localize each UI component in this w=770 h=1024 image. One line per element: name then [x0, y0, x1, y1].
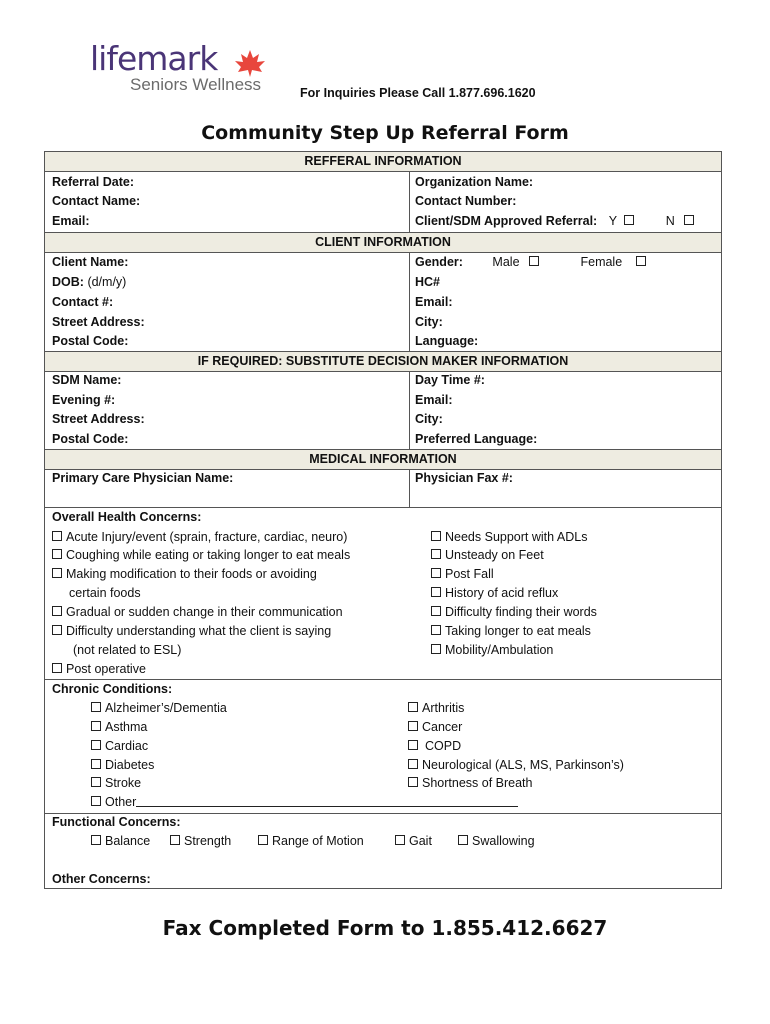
- concern-label: Acute Injury/event (sprain, fracture, cardiac, neuro): [66, 530, 348, 544]
- postal-code-label[interactable]: Postal Code:: [52, 334, 129, 348]
- condition-item[interactable]: [91, 737, 148, 756]
- functional-item[interactable]: [395, 832, 432, 851]
- form-title: Community Step Up Referral Form: [201, 122, 569, 144]
- condition-label: Asthma: [105, 720, 148, 734]
- checkbox[interactable]: [408, 721, 418, 731]
- checkbox[interactable]: [408, 777, 418, 787]
- male-checkbox[interactable]: [529, 256, 539, 266]
- city-label[interactable]: City:: [415, 315, 443, 329]
- language-label[interactable]: Language:: [415, 334, 479, 348]
- condition-item-other[interactable]: [91, 793, 518, 812]
- client-name-label[interactable]: Client Name:: [52, 255, 129, 269]
- dob-row[interactable]: [52, 273, 126, 292]
- checkbox[interactable]: [91, 759, 101, 769]
- condition-label: Shortness of Breath: [422, 776, 533, 790]
- section-medical-header: MEDICAL INFORMATION: [45, 449, 721, 470]
- male-label: Male: [492, 255, 520, 269]
- concern-item[interactable]: [431, 603, 597, 622]
- condition-label: Cardiac: [105, 739, 149, 753]
- maple-leaf-icon: [232, 48, 268, 78]
- approved-referral-label: Client/SDM Approved Referral:: [415, 214, 598, 228]
- condition-item[interactable]: [91, 718, 147, 737]
- checkbox[interactable]: [52, 663, 62, 673]
- lifemark-logo: [90, 39, 262, 94]
- dob-format: (d/m/y): [87, 275, 127, 289]
- functional-label: Gait: [409, 834, 432, 848]
- physician-name-label[interactable]: Primary Care Physician Name:: [52, 471, 234, 485]
- gender-label: Gender:: [415, 255, 463, 269]
- concern-item[interactable]: [431, 528, 587, 547]
- checkbox[interactable]: [431, 531, 441, 541]
- checkbox[interactable]: [431, 625, 441, 635]
- checkbox[interactable]: [91, 796, 101, 806]
- concern-item[interactable]: [431, 622, 591, 641]
- functional-item[interactable]: [170, 832, 231, 851]
- condition-label: Arthritis: [422, 701, 465, 715]
- sdm-email-label[interactable]: Email:: [415, 393, 453, 407]
- other-input-line[interactable]: [136, 794, 518, 807]
- concern-label: Post operative: [66, 662, 146, 676]
- health-card-label[interactable]: HC#: [415, 275, 441, 289]
- no-label: N: [665, 214, 675, 228]
- concern-label: Coughing while eating or taking longer to eat meals: [66, 548, 351, 562]
- concern-label: History of acid reflux: [445, 586, 559, 600]
- concern-label: Needs Support with ADLs: [445, 530, 588, 544]
- logo-subtitle: Seniors Wellness: [130, 75, 262, 94]
- concern-item[interactable]: [52, 528, 347, 547]
- condition-item[interactable]: [91, 774, 141, 793]
- checkbox[interactable]: [170, 835, 180, 845]
- sdm-name-label[interactable]: SDM Name:: [52, 373, 122, 387]
- concern-label-continued: certain foods: [69, 586, 141, 600]
- concern-item[interactable]: [52, 660, 146, 679]
- evening-number-label[interactable]: Evening #:: [52, 393, 116, 407]
- day-time-number-label[interactable]: Day Time #:: [415, 373, 485, 387]
- checkbox[interactable]: [52, 606, 62, 616]
- preferred-language-label[interactable]: Preferred Language:: [415, 432, 538, 446]
- column-divider: [409, 252, 410, 351]
- checkbox[interactable]: [431, 549, 441, 559]
- checkbox[interactable]: [408, 759, 418, 769]
- sdm-city-label[interactable]: City:: [415, 412, 443, 426]
- concern-label: Difficulty understanding what the client is saying: [66, 624, 332, 638]
- concern-label: Taking longer to eat meals: [445, 624, 591, 638]
- contact-number-label[interactable]: Contact Number:: [415, 194, 517, 208]
- functional-label: Swallowing: [472, 834, 535, 848]
- concern-label: Making modification to their foods or avoiding: [66, 567, 317, 581]
- female-label: Female: [580, 255, 623, 269]
- no-checkbox[interactable]: [684, 215, 694, 225]
- condition-item[interactable]: [408, 737, 461, 756]
- street-address-label[interactable]: Street Address:: [52, 315, 145, 329]
- checkbox[interactable]: [52, 625, 62, 635]
- organization-name-label[interactable]: Organization Name:: [415, 175, 534, 189]
- checkbox[interactable]: [431, 587, 441, 597]
- functional-item[interactable]: [258, 832, 364, 851]
- gender-row: [415, 253, 650, 272]
- functional-label: Balance: [105, 834, 151, 848]
- yes-checkbox[interactable]: [624, 215, 634, 225]
- checkbox[interactable]: [91, 777, 101, 787]
- concern-label: Post Fall: [445, 567, 494, 581]
- checkbox[interactable]: [91, 702, 101, 712]
- checkbox[interactable]: [408, 702, 418, 712]
- functional-concerns-label: Functional Concerns:: [52, 815, 181, 829]
- section-referral-header: REFFERAL INFORMATION: [45, 152, 721, 172]
- concern-label: Difficulty finding their words: [445, 605, 597, 619]
- checkbox[interactable]: [258, 835, 268, 845]
- checkbox[interactable]: [431, 644, 441, 654]
- checkbox[interactable]: [91, 740, 101, 750]
- checkbox[interactable]: [408, 740, 418, 750]
- inquiry-phone: For Inquiries Please Call 1.877.696.1620: [300, 86, 536, 100]
- concern-item[interactable]: [431, 565, 494, 584]
- condition-item[interactable]: [91, 699, 227, 718]
- female-checkbox[interactable]: [636, 256, 646, 266]
- condition-item[interactable]: [408, 718, 462, 737]
- logo-wordmark: lifemark: [90, 39, 218, 78]
- checkbox[interactable]: [431, 606, 441, 616]
- condition-item[interactable]: [408, 774, 532, 793]
- condition-item[interactable]: [91, 756, 154, 775]
- fax-instruction: Fax Completed Form to 1.855.412.6627: [162, 916, 608, 940]
- condition-item[interactable]: [408, 699, 464, 718]
- concern-label: Mobility/Ambulation: [445, 643, 554, 657]
- condition-label: Diabetes: [105, 758, 155, 772]
- column-divider: [409, 469, 410, 507]
- functional-label: Range of Motion: [272, 834, 364, 848]
- condition-label: Cancer: [422, 720, 463, 734]
- sdm-street-address-label[interactable]: Street Address:: [52, 412, 145, 426]
- approved-referral-row: [415, 212, 698, 231]
- referral-form: [44, 151, 722, 889]
- sdm-postal-code-label[interactable]: Postal Code:: [52, 432, 129, 446]
- section-sdm-header: IF REQUIRED: SUBSTITUTE DECISION MAKER INFORMATION: [45, 351, 721, 372]
- checkbox[interactable]: [91, 835, 101, 845]
- concern-label: Gradual or sudden change in their communication: [66, 605, 343, 619]
- concern-item[interactable]: [52, 622, 331, 641]
- functional-label: Strength: [184, 834, 232, 848]
- concern-item[interactable]: [431, 546, 544, 565]
- condition-label: Alzheimer’s/Dementia: [105, 701, 227, 715]
- email-label[interactable]: Email:: [52, 214, 90, 228]
- condition-item[interactable]: [408, 756, 624, 775]
- physician-fax-label[interactable]: Physician Fax #:: [415, 471, 513, 485]
- chronic-conditions-label: Chronic Conditions:: [52, 682, 173, 696]
- checkbox[interactable]: [395, 835, 405, 845]
- concern-item[interactable]: [431, 641, 553, 660]
- concern-label-continued: (not related to ESL): [73, 643, 182, 657]
- contact-number-label[interactable]: Contact #:: [52, 295, 114, 309]
- checkbox[interactable]: [91, 721, 101, 731]
- concern-item[interactable]: [52, 603, 343, 622]
- checkbox[interactable]: [52, 549, 62, 559]
- concern-item[interactable]: [52, 565, 317, 584]
- condition-label: Other: [105, 795, 137, 809]
- section-client-header: CLIENT INFORMATION: [45, 232, 721, 253]
- contact-name-label[interactable]: Contact Name:: [52, 194, 141, 208]
- referral-date-label[interactable]: Referral Date:: [52, 175, 134, 189]
- functional-item[interactable]: [91, 832, 150, 851]
- concern-label: Unsteady on Feet: [445, 548, 544, 562]
- checkbox[interactable]: [458, 835, 468, 845]
- condition-label: Neurological (ALS, MS, Parkinson’s): [422, 758, 624, 772]
- other-concerns-label[interactable]: Other Concerns:: [52, 872, 151, 886]
- dob-label: DOB:: [52, 275, 84, 289]
- client-email-label[interactable]: Email:: [415, 295, 453, 309]
- concern-item[interactable]: [431, 584, 558, 603]
- overall-concerns-label: Overall Health Concerns:: [52, 510, 202, 524]
- concern-item[interactable]: [52, 546, 350, 565]
- checkbox[interactable]: [52, 531, 62, 541]
- functional-item[interactable]: [458, 832, 535, 851]
- condition-label: Stroke: [105, 776, 142, 790]
- yes-label: Y: [608, 214, 617, 228]
- condition-label: COPD: [425, 739, 462, 753]
- checkbox[interactable]: [52, 568, 62, 578]
- checkbox[interactable]: [431, 568, 441, 578]
- column-divider: [409, 371, 410, 450]
